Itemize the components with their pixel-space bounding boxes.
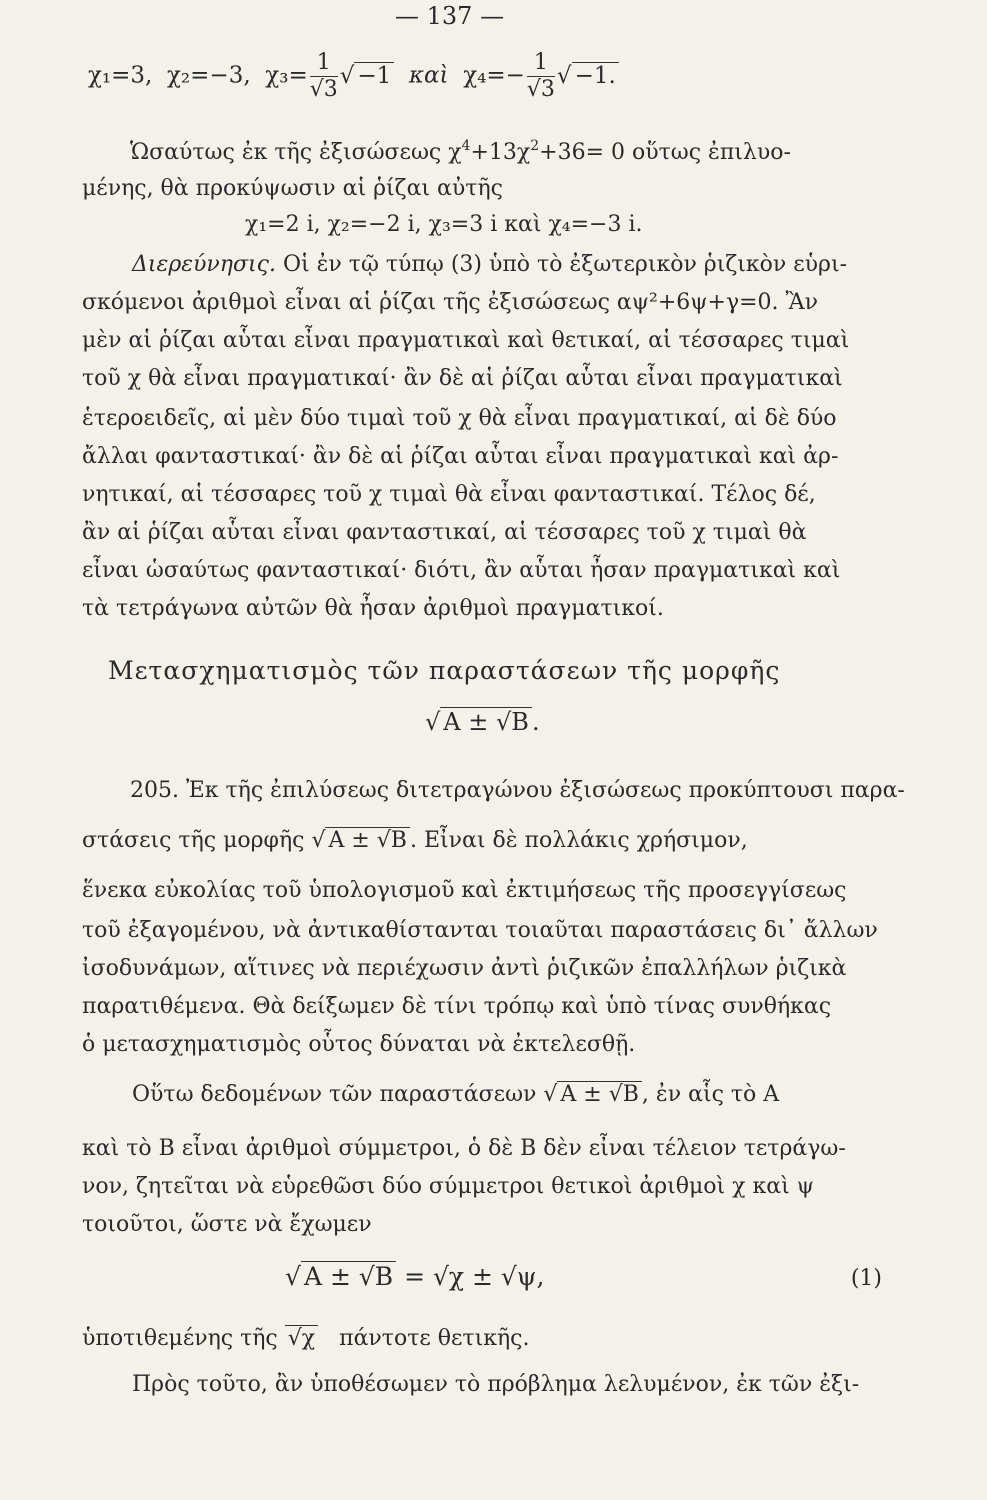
fraction-denominator: √3: [309, 77, 338, 102]
section-title: Μετασχηματισμὸς τῶν παραστάσεων τῆς μορφῆς: [108, 656, 781, 685]
text-line: [82, 828, 748, 853]
text-line: ἄλλαι φανταστικαί· ἂν δὲ αἱ ῥίζαι αὗται εἶναι πραγματικαὶ καὶ ἀρ-: [82, 444, 839, 469]
fraction-1-over-root3: [310, 50, 338, 103]
text-line: μένης, θὰ προκύψωσιν αἱ ῥίζαι αὐτῆς: [82, 176, 503, 201]
text-line: [130, 138, 791, 165]
fraction-denominator: √3: [526, 77, 555, 102]
fraction-1-over-root3-b: [527, 50, 555, 103]
text-line: ἑτεροειδεῖς, αἱ μὲν δύο τιμαὶ τοῦ χ θὰ εἶναι πραγματικαί, αἱ δὲ δύο: [82, 406, 837, 431]
superscript: 2: [530, 138, 540, 154]
text-line: 205. Ἐκ τῆς ἐπιλύσεως διτετραγώνου ἐξισώσεως προκύπτουσι παρα-: [130, 778, 905, 803]
text-line: [132, 1082, 779, 1107]
text-line: καὶ τὸ B εἶναι ἀριθμοὶ σύμμετροι, ὁ δὲ B δὲν εἶναι τέλειον τετράγω-: [82, 1136, 846, 1161]
radicand: −1.: [572, 62, 619, 89]
kai-word: καὶ: [408, 62, 449, 89]
text-line: τοιοῦτοι, ὥστε νὰ ἔχωμεν: [82, 1212, 372, 1237]
roots-imaginary-line: χ₁=2 i, χ₂=−2 i, χ₃=3 i καὶ χ₄=−3 i.: [245, 212, 643, 237]
text-span: στάσεις τῆς μορφῆς: [82, 828, 305, 853]
nested-radical: √ A ± √B: [543, 1082, 642, 1107]
punctuation: .: [531, 708, 540, 736]
text-line: παρατιθέμενα. Θὰ δείξωμεν δὲ τίνι τρόπῳ καὶ ὑπὸ τίνας συνθήκας: [82, 994, 832, 1019]
text-span: ὑποτιθεμένης τῆς: [82, 1326, 278, 1351]
text-span: , ἐν αἷς τὸ A: [641, 1082, 780, 1107]
text-line: Πρὸς τοῦτο, ἂν ὑποθέσωμεν τὸ πρόβλημα λελυμένον, ἐκ τῶν ἐξι-: [132, 1372, 860, 1397]
radicand: A ± √B: [557, 1081, 642, 1107]
text-line: τοῦ χ θὰ εἶναι πραγματικαί· ἂν δὲ αἱ ῥίζαι αὗται εἶναι πραγματικαὶ: [82, 366, 843, 391]
diereunisis-label: Διερεύνησις.: [132, 252, 276, 277]
text-span: Οἱ ἐν τῷ τύπῳ (3) ὑπὸ τὸ ἐξωτερικὸν ῥιζικὸν εὑρι-: [282, 252, 848, 277]
text-line: τοῦ ἐξαγομένου, νὰ ἀντικαθίστανται τοιαῦται παραστάσεις δι᾽ ἄλλων: [82, 918, 878, 943]
radicand: A ± √B: [325, 827, 410, 853]
text-line: ἂν αἱ ῥίζαι αὗται εἶναι φανταστικαί, αἱ τέσσαρες τοῦ χ τιμαὶ θὰ: [82, 520, 807, 545]
fraction-numerator: 1: [310, 50, 338, 77]
text-line: νον, ζητεῖται νὰ εὑρεθῶσι δύο σύμμετροι θετικοὶ ἀριθμοὶ χ καὶ ψ: [82, 1174, 814, 1199]
x3-prefix: χ₃=: [265, 62, 308, 89]
radicand: √χ: [285, 1325, 318, 1351]
equation-roots-x: [88, 50, 619, 103]
section-formula: [425, 708, 540, 736]
text-line: σκόμενοι ἀριθμοὶ εἶναι αἱ ῥίζαι τῆς ἐξισώσεως αψ²+6ψ+γ=0. Ἂν: [82, 290, 819, 315]
text-line: ὁ μετασχηματισμὸς οὗτος δύναται νὰ ἐκτελεσθῇ.: [82, 1032, 636, 1057]
text-span: πάντοτε θετικῆς.: [339, 1326, 530, 1351]
nested-radical: √ A ± √B: [311, 828, 410, 853]
text-span: +13χ: [470, 140, 531, 165]
text-span: Οὕτω δεδομένων τῶν παραστάσεων: [132, 1082, 537, 1107]
text-line: εἶναι ὡσαύτως φανταστικαί· διότι, ἂν αὗται ἦσαν πραγματικαὶ καὶ: [82, 558, 841, 583]
equation-1: [285, 1262, 544, 1291]
radical-chi: [285, 1326, 318, 1351]
x4-prefix: χ₄=−: [463, 62, 525, 89]
x2-value: χ₂=−3,: [167, 62, 251, 89]
text-line: ἰσοδυνάμων, αἵτινες νὰ περιέχωσιν ἀντὶ ῥιζικῶν ἐπαλλήλων ῥιζικὰ: [82, 956, 847, 981]
equation-number: (1): [850, 1266, 882, 1291]
text-span: +36= 0 οὕτως ἐπιλυο-: [539, 140, 791, 165]
radical-minus-one: √ −1: [340, 63, 395, 89]
nested-radical: √ A ± √B: [285, 1262, 396, 1291]
radicand: −1: [354, 62, 394, 89]
page-number: — 137 —: [395, 2, 505, 30]
radicand: A ± √B: [301, 1261, 396, 1291]
superscript: 4: [461, 138, 471, 154]
radicand: A ± √B: [440, 707, 532, 736]
text-line: [82, 1326, 529, 1351]
equation-rhs: = √χ ± √ψ,: [404, 1262, 545, 1291]
fraction-numerator: 1: [527, 50, 555, 77]
x1-value: χ₁=3,: [88, 62, 153, 89]
text-line: νητικαί, αἱ τέσσαρες τοῦ χ τιμαὶ θὰ εἶναι φανταστικαί. Τέλος δέ,: [82, 482, 816, 507]
text-line: [132, 252, 847, 277]
text-span: Ὡσαύτως ἐκ τῆς ἐξισώσεως χ: [130, 140, 462, 165]
radical-minus-one-b: √ −1.: [557, 63, 619, 89]
text-line: ἕνεκα εὐκολίας τοῦ ὑπολογισμοῦ καὶ ἐκτιμήσεως τῆς προσεγγίσεως: [82, 878, 847, 903]
text-line: τὰ τετράγωνα αὐτῶν θὰ ἦσαν ἀριθμοὶ πραγματικοί.: [82, 596, 664, 621]
text-line: μὲν αἱ ῥίζαι αὗται εἶναι πραγματικαὶ καὶ θετικαί, αἱ τέσσαρες τιμαὶ: [82, 328, 850, 353]
nested-radical: √ A ± √B: [425, 708, 532, 736]
text-span: . Εἶναι δὲ πολλάκις χρήσιμον,: [409, 828, 748, 853]
